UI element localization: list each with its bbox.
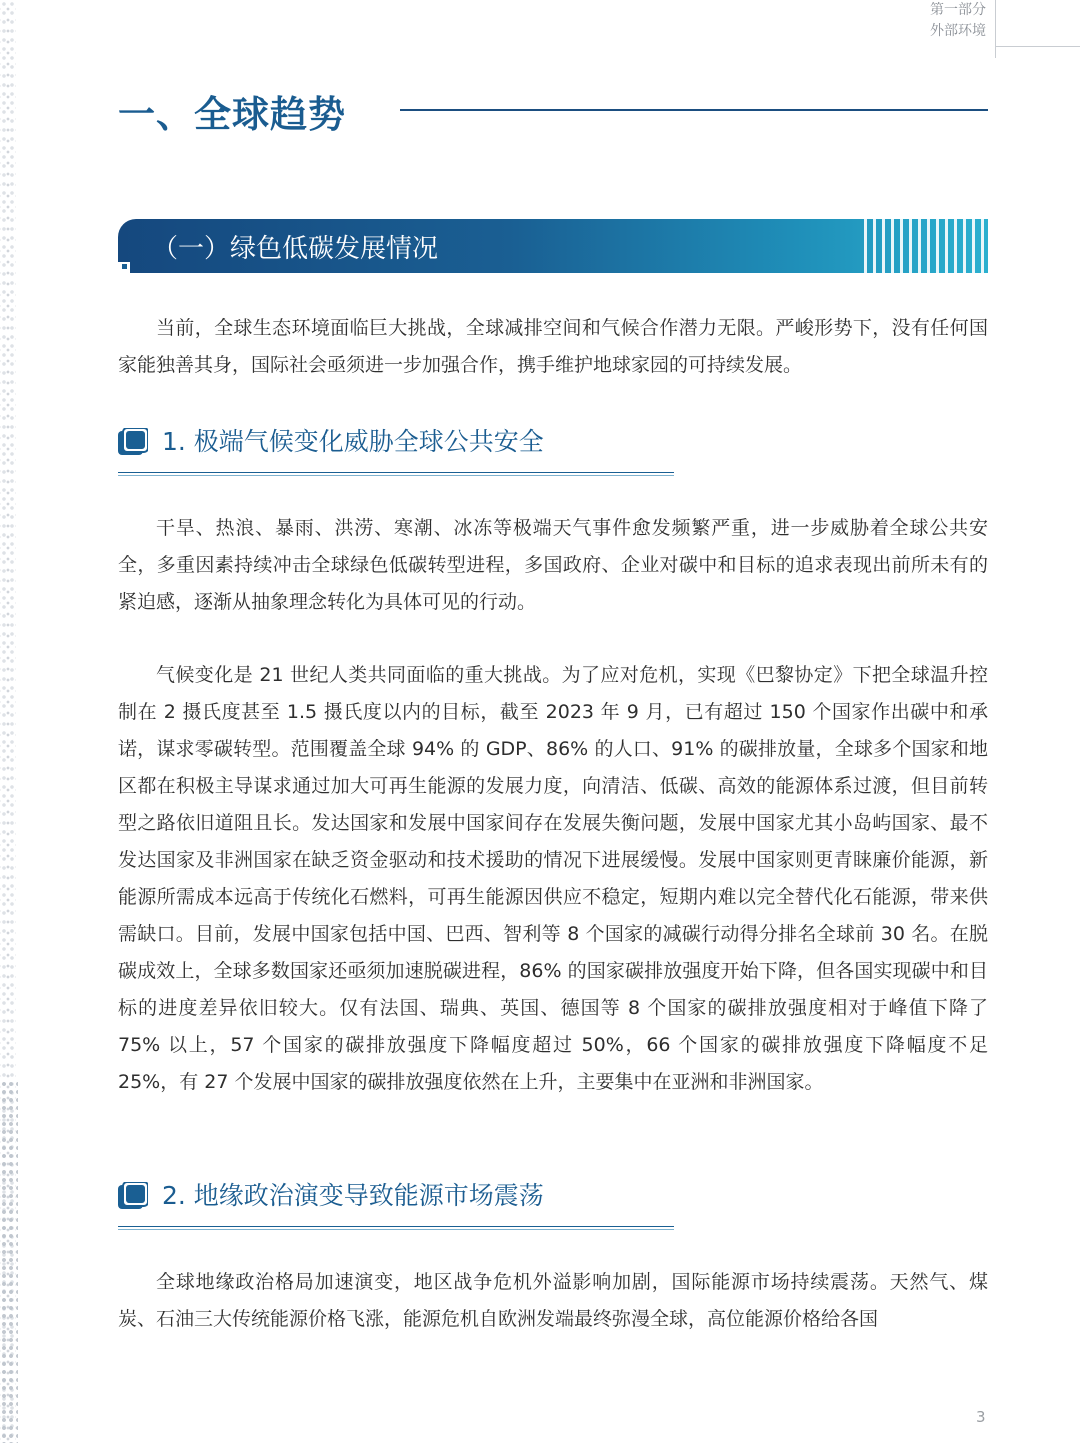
subsection-heading-1 (118, 417, 678, 477)
part-label: 第一部分 (930, 2, 986, 18)
chapter-title-rule (400, 109, 988, 111)
subsection-rule-2-secondary (118, 1229, 674, 1230)
left-edge-dot-pattern-lower (0, 1080, 18, 1443)
header-divider-horizontal (995, 46, 1080, 47)
subsection-rule-2 (118, 1226, 674, 1227)
banner-corner-dot (122, 264, 127, 269)
subsection-1-paragraph-1: 干旱、热浪、暴雨、洪涝、寒潮、冰冻等极端天气事件愈发频繁严重，进一步威胁着全球公共安全，多重因素持续冲击全球绿色低碳转型进程，多国政府、企业对碳中和目标的追求表现出前所未有的紧迫感，逐渐从抽象理念转化为具体可见的行动。 (118, 517, 988, 613)
chapter-title: 一、全球趋势 (118, 93, 346, 136)
subsection-1-paragraph-2: 气候变化是 21 世纪人类共同面临的重大挑战。为了应对危机，实现《巴黎协定》下把全球温升控制在 2 摄氏度甚至 1.5 摄氏度以内的目标，截至 2023 年 9 月，已有超过 150 个国家作出碳中和承诺，谋求零碳转型。范围覆盖全球 94% 的 GDP、86% 的人口、91% 的碳排放量，全球多个国家和地区都在积极主导谋求通过加大可再生能源的发展力度，向清洁、低碳、高效的能源体系过渡，但目前转型之路依旧道阻且长。发达国家和发展中国家间存在发展失衡问题，发展中国家尤其小岛屿国家、最不发达国家及非洲国家在缺乏资金驱动和技术援助的情况下进展缓慢。发展中国家则更青睐廉价能源，新能源所需成本远高于传统化石燃料，可再生能源因供应不稳定，短期内难以完全替代化石能源，带来供需缺口。目前，发展中国家包括中国、巴西、智利等 8 个国家的减碳行动得分排名全球前 30 名。在脱碳成效上，全球多数国家还亟须加速脱碳进程，86% 的国家碳排放强度开始下降，但各国实现碳中和目标的进度差异依旧较大。仅有法国、瑞典、英国、德国等 8 个国家的碳排放强度相对于峰值下降了 75% 以上，57 个国家的碳排放强度下降幅度超过 50%，66 个国家的碳排放强度下降幅度不足 25%，有 27 个发展中国家的碳排放强度依然在上升，主要集中在亚洲和非洲国家。 (118, 664, 988, 1093)
section-intro-paragraph: 当前，全球生态环境面临巨大挑战，全球减排空间和气候合作潜力无限。严峻形势下，没有任何国家能独善其身，国际社会亟须进一步加强合作，携手维护地球家园的可持续发展。 (118, 317, 988, 376)
part-name: 外部环境 (930, 23, 986, 39)
page-number: 3 (976, 1408, 986, 1426)
subsection-title-1: 1. 极端气候变化威胁全球公共安全 (162, 427, 544, 456)
subsection-rule-1-secondary (118, 475, 674, 476)
subsection-title-2: 2. 地缘政治演变导致能源市场震荡 (162, 1181, 544, 1210)
section-banner (118, 219, 988, 273)
subsection-rule-1 (118, 472, 674, 473)
subsection-bullet-icon (118, 1182, 148, 1210)
banner-stripe-decoration (864, 219, 988, 273)
subsection-2-paragraph-1: 全球地缘政治格局加速演变，地区战争危机外溢影响加剧，国际能源市场持续震荡。天然气、煤炭、石油三大传统能源价格飞涨，能源危机自欧洲发端最终弥漫全球，高位能源价格给各国 (118, 1271, 988, 1330)
section-title: （一）绿色低碳发展情况 (152, 234, 439, 264)
running-header (930, 0, 986, 42)
subsection-bullet-icon (118, 428, 148, 456)
subsection-heading-2 (118, 1171, 678, 1231)
header-divider-vertical (995, 0, 996, 58)
